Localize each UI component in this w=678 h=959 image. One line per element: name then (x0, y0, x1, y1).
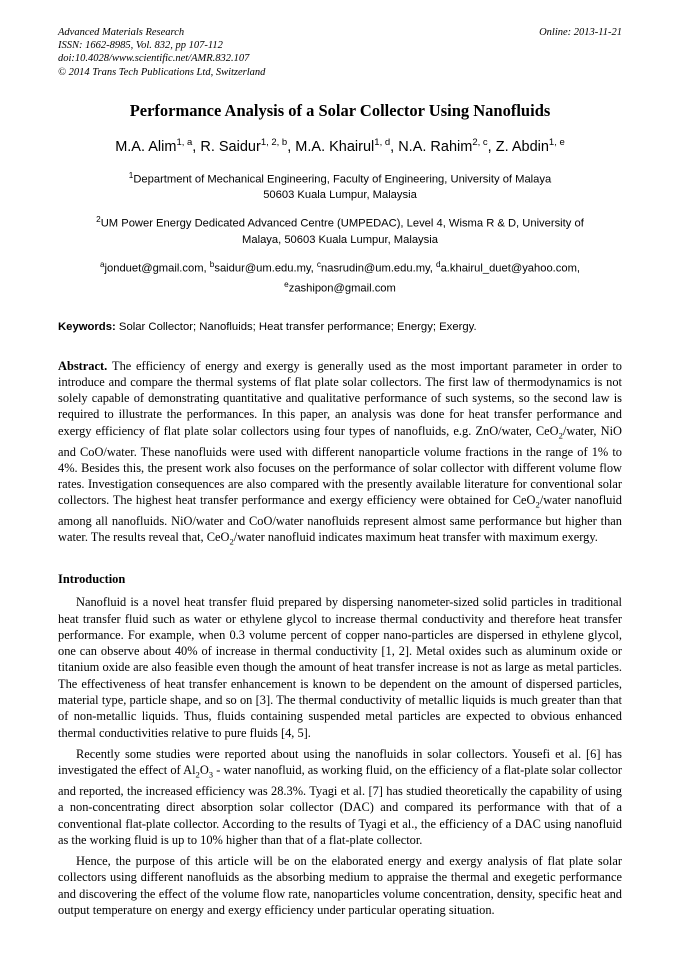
email-address[interactable]: saidur@um.edu.my, (214, 262, 317, 275)
affiliation-line-2: 50603 Kuala Lumpur, Malaysia (263, 188, 417, 201)
affiliation-marker: 1 (128, 170, 134, 180)
author-entry (398, 136, 488, 155)
author-entry (200, 136, 288, 155)
paragraph: Nanofluid is a novel heat transfer fluid prepared by dispersing nanometer-sized solid particles in traditional heat transfer fluid such as water or ethylene glycol to increase thermal conductivity and therefore heat transfer performance. For example, when 0.3 volume percent of copper nano-particles are dispersed in ethylene glycol, one can observe about 40% of increase in thermal conductivity [1, 2]. Metal oxides such as aluminum oxide or titanium oxide are also feasible even though the amount of heat transfer increase is not as large as metal particles. The effectiveness of heat transfer enhancement is known to be dependent on the amount of dispersed particles, material type, particle shape, and so on [3]. The thermal conductivity of metallic liquids is much greater than that of non-metallic liquids. Thus, fluids containing suspended metal particles are expected to obvious enhanced thermal conductivities relative to pure fluids [4, 5]. (58, 595, 622, 740)
email-marker: e (284, 280, 289, 290)
author-list: M.A. Alim$^{1, a}$, R. Saidur$^{1, 2, b}$, M.A. Khairul$^{1, d}$, N.A. Rahim$^{2, c}$, Z. Abdin$^{1, e}$ (115, 136, 565, 155)
email-marker: c (316, 260, 321, 270)
author-name: M.A. Khairul (295, 138, 375, 155)
author-entry (295, 136, 391, 155)
author-name: Z. Abdin (495, 138, 549, 155)
header-left (58, 26, 184, 39)
affiliation-marker: 2 (96, 215, 101, 225)
email-marker: a (99, 260, 105, 270)
author-entry (115, 136, 193, 155)
email-list (58, 257, 622, 297)
affiliation-line-1: Department of Mechanical Engineering, Faculty of Engineering, University of Malaya (133, 173, 552, 186)
abstract-text: The efficiency of energy and exergy is generally used as the most important parameter in order to introduce and compare the thermal systems of flat plate solar collectors. The first law of thermodynamics is not solely capable of demonstrating quantitative and qualitative performance of such systems, so the second law is required to illustrate the performances. In this paper, an analysis was done for heat transfer performance and exergy efficiency of flat plate solar collectors using four types of nanofluids, e.g. ZnO/water, CeO$_2$/water, NiO and CoO/water. These nanofluids were used with different nanoparticle volume fractions in the range of 1% to 4%. Besides this, the present work also focuses on the performance of solar collector with different volume flow rates. Investigation consequences are also compared with the presently available literature for conventional solar collectors. The highest heat transfer performance and exergy efficiency were obtained for CeO$_2$/water nanofluid among all nanofluids. NiO/water and CoO/water nanofluids represent almost same performance but higher than water. The results reveal that, CeO$_2$/water nanofluid indicates maximum heat transfer with maximum exergy. (58, 358, 623, 547)
author-affil-marker: 1, 2, b (260, 136, 288, 148)
email-address[interactable]: a.khairul_duet@yahoo.com, (440, 262, 581, 275)
author-name: M.A. Alim (115, 138, 177, 155)
paragraph: Hence, the purpose of this article will be on the elaborated energy and exergy analysis of flat plate solar collectors using different nanofluids as the absorbing medium to appraise the thermal and exegetic performance and discovering the effect of the volume flow rate, nanoparticles volume concentration, density, specific heat and output temperature on energy and exergy efficiency under particular operating situation. (58, 854, 622, 918)
affiliation-list (58, 168, 622, 248)
page-header (58, 26, 622, 79)
affiliation-line-1: UM Power Energy Dedicated Advanced Centre (UMPEDAC), Level 4, Wisma R & D, University of (100, 218, 584, 231)
author-name: N.A. Rahim (398, 138, 473, 155)
journal-name: Advanced Materials Research (58, 27, 185, 38)
author-affil-marker: 1, e (548, 136, 565, 148)
abstract-label: Abstract. (58, 358, 108, 373)
email-address[interactable]: nasrudin@um.edu.my, (321, 262, 436, 275)
author-affil-marker: 1, a (176, 136, 193, 148)
issn-line: ISSN: 1662-8985, Vol. 832, pp 107-112 (58, 40, 223, 52)
paragraph: Recently some studies were reported about using the nanofluids in solar collectors. Yousefi et al. [6] has investigated the effect of $Al_2O_3$ - water nanofluid, as working fluid, on the efficiency of a flat-plate solar collector and reported, the increased efficiency was 28.3%. Tyagi et al. [7] has studied theoretically the capability of using a non-concentrating direct absorption solar collector (DAC) and compared its performance with that of a conventional flat-plate collector. According to the results of Tyagi et al., the efficiency of a DAC using nanofluid as the working fluid is up to 10% higher than that of a flat-plate collector. (58, 746, 622, 847)
affiliation-item (58, 212, 622, 248)
copyright-line: © 2014 Trans Tech Publications Ltd, Switzerland (58, 66, 266, 78)
online-date: Online: 2013-11-21 (539, 27, 622, 38)
paper-title: Performance Analysis of a Solar Collector Using Nanofluids (129, 100, 551, 120)
email-address[interactable]: zashipon@gmail.com (288, 283, 396, 296)
affiliation-line-2: Malaya, 50603 Kuala Lumpur, Malaysia (242, 233, 438, 246)
keywords-block (58, 320, 622, 335)
abstract-block (58, 358, 622, 551)
author-name: R. Saidur (200, 138, 261, 155)
doi-line: doi:10.4028/www.scientific.net/AMR.832.107 (58, 53, 250, 65)
keywords-text: Solar Collector; Nanofluids; Heat transfer performance; Energy; Exergy. (118, 320, 477, 333)
author-affil-marker: 2, c (472, 136, 488, 148)
affiliation-item (58, 168, 622, 204)
author-entry (495, 136, 565, 155)
email-marker: b (209, 260, 215, 270)
section-heading-introduction: Introduction (58, 572, 126, 587)
email-marker: d (436, 260, 441, 270)
email-address[interactable]: jonduet@gmail.com, (104, 262, 210, 275)
author-affil-marker: 1, d (374, 136, 391, 148)
keywords-label: Keywords: (58, 320, 116, 333)
